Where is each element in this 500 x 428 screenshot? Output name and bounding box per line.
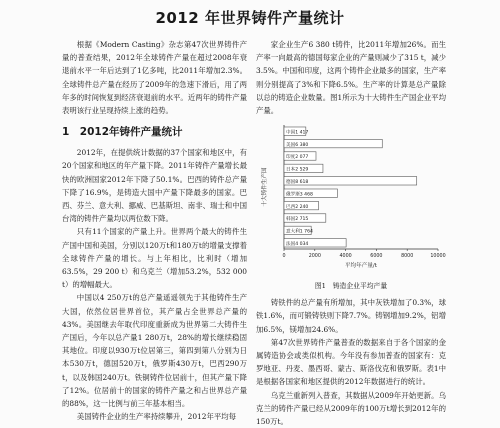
bar-chart [256, 119, 446, 279]
bar-label: 印度2 077 [286, 155, 309, 161]
figure-caption: 图1 铸造企业平均产量 [314, 282, 388, 291]
bar-label: 韩国2 715 [286, 217, 309, 223]
body-paragraph: 家企业生产6 380 t铸件，比2011年增加26%。而生产率一向最高的德国每家企业的产量则减少了315 t，减少3.5%。中国和印度，这两个铸件企业最多的国家，生产率则分别提高了3%和下降6.5%。生产率的计算是总产量除以总的铸造企业数量。图1所示为十大铸件生产国企业平均产量。 [256, 40, 446, 116]
x-tick-label: 8000 [401, 254, 414, 260]
body-paragraph: 乌克兰重新列入普查，其数据从2009年开始更新。乌克兰的铸件产量已经从2009年的100万t增长到2012年的150万t。 [256, 390, 446, 427]
x-tick-label: 4000 [339, 254, 352, 260]
body-paragraph: 只有11个国家的产量上升。世界两个最大的铸件生产国中国和美国，分别以120万t和180万t的增量支撑着全球铸件产量的增长。与上年相比，比利时（增加63.5%，29 200 t）和乌克兰（增加53.2%，532 000 t）的增幅最大。 [62, 227, 247, 290]
intro-paragraph: 根据《Modern Casting》杂志第47次世界铸件产量的普查结果，2012年全球铸件产量在超过2008年衰退前水平一年后达到了1亿多吨，比2011年增加2.3%。全球铸件总产量在经历了2009年的急速下滑后，用了两年多的时间恢复到经济衰退前的水平。近两年的铸件产量表明该行业呈现持续上涨的趋势。 [62, 40, 247, 116]
right-column [256, 38, 446, 428]
bar-label: 巴西2 240 [286, 205, 309, 211]
x-tick-label: 0 [282, 254, 286, 260]
left-column [62, 38, 247, 423]
body-paragraph: 美国铸件企业的生产率持续攀升，2012年平均每 [76, 412, 237, 422]
body-paragraph: 2012年，在提供统计数据的37个国家和地区中，有20个国家和地区的年产量下降。2011年铸件产量增长最快的欧洲国家2012年下降了50.1%。巴西的铸件总产量下降了16.9%，是铸造大国中产量下降最多的国家。巴西、芬兰、意大利、挪威、巴基斯坦、南非、瑞士和中国台湾的铸件产量均以两位数下降。 [62, 148, 247, 224]
y-axis-title: 十大铸件生产国 [262, 167, 268, 207]
body-paragraph: 铸铁件的总产量有所增加，其中灰铁增加了0.3%，球铁1.6%，而可锻铸铁则下降7.7%。铸钢增加9.2%，铝增加6.5%，镁增加24.6%。 [256, 298, 446, 334]
x-tick-label: 10000 [430, 254, 446, 260]
page-title: 2012 年世界铸件产量统计 [155, 9, 345, 27]
bar-label: 意大利1 764 [286, 229, 313, 235]
bar-label: 中国1 417 [286, 130, 309, 136]
x-tick-label: 2000 [308, 254, 321, 260]
figure-1 [256, 119, 446, 279]
bar-label: 法国4 034 [286, 242, 309, 248]
bar-label: 美国6 380 [286, 143, 309, 149]
x-tick-label: 6000 [370, 254, 383, 260]
bar-label: 德国8 618 [286, 180, 309, 186]
section-heading: 1 2012年铸件产量统计 [62, 126, 183, 139]
x-axis-title: 平均年产量/t [344, 263, 378, 270]
body-paragraph: 第47次世界铸件产量普查的数据来自于各个国家的金属铸造协会或类似机构。今年没有参加普查的国家有：克罗地亚、丹麦、墨西哥、蒙古、斯洛伐克和俄罗斯。表1中是根据各国家和地区提供的2012年数据进行的统计。 [256, 337, 446, 387]
bar-label: 俄罗斯3 468 [286, 192, 313, 198]
body-paragraph: 中国以4 250万t的总产量遥遥领先于其他铸件生产大国，依然位居世界首位，其产量占全世界总产量的43%。美国继去年取代印度重新成为世界第二大铸件生产国后，今年以总产量1 280万t，28%的增长继续稳固其地位。印度以930万t位居第三，第四到第八分别为日本530万t，德国520万t，俄罗斯430万t，巴西290万t，以及韩国240万t。铁铜铸件位居前十，但其产量下降了12%。位居前十的国家的铸件产量之和占世界总产量的88%，这一比例与前三年基本相当。 [62, 293, 247, 409]
bar-label: 日本2 529 [286, 167, 309, 173]
